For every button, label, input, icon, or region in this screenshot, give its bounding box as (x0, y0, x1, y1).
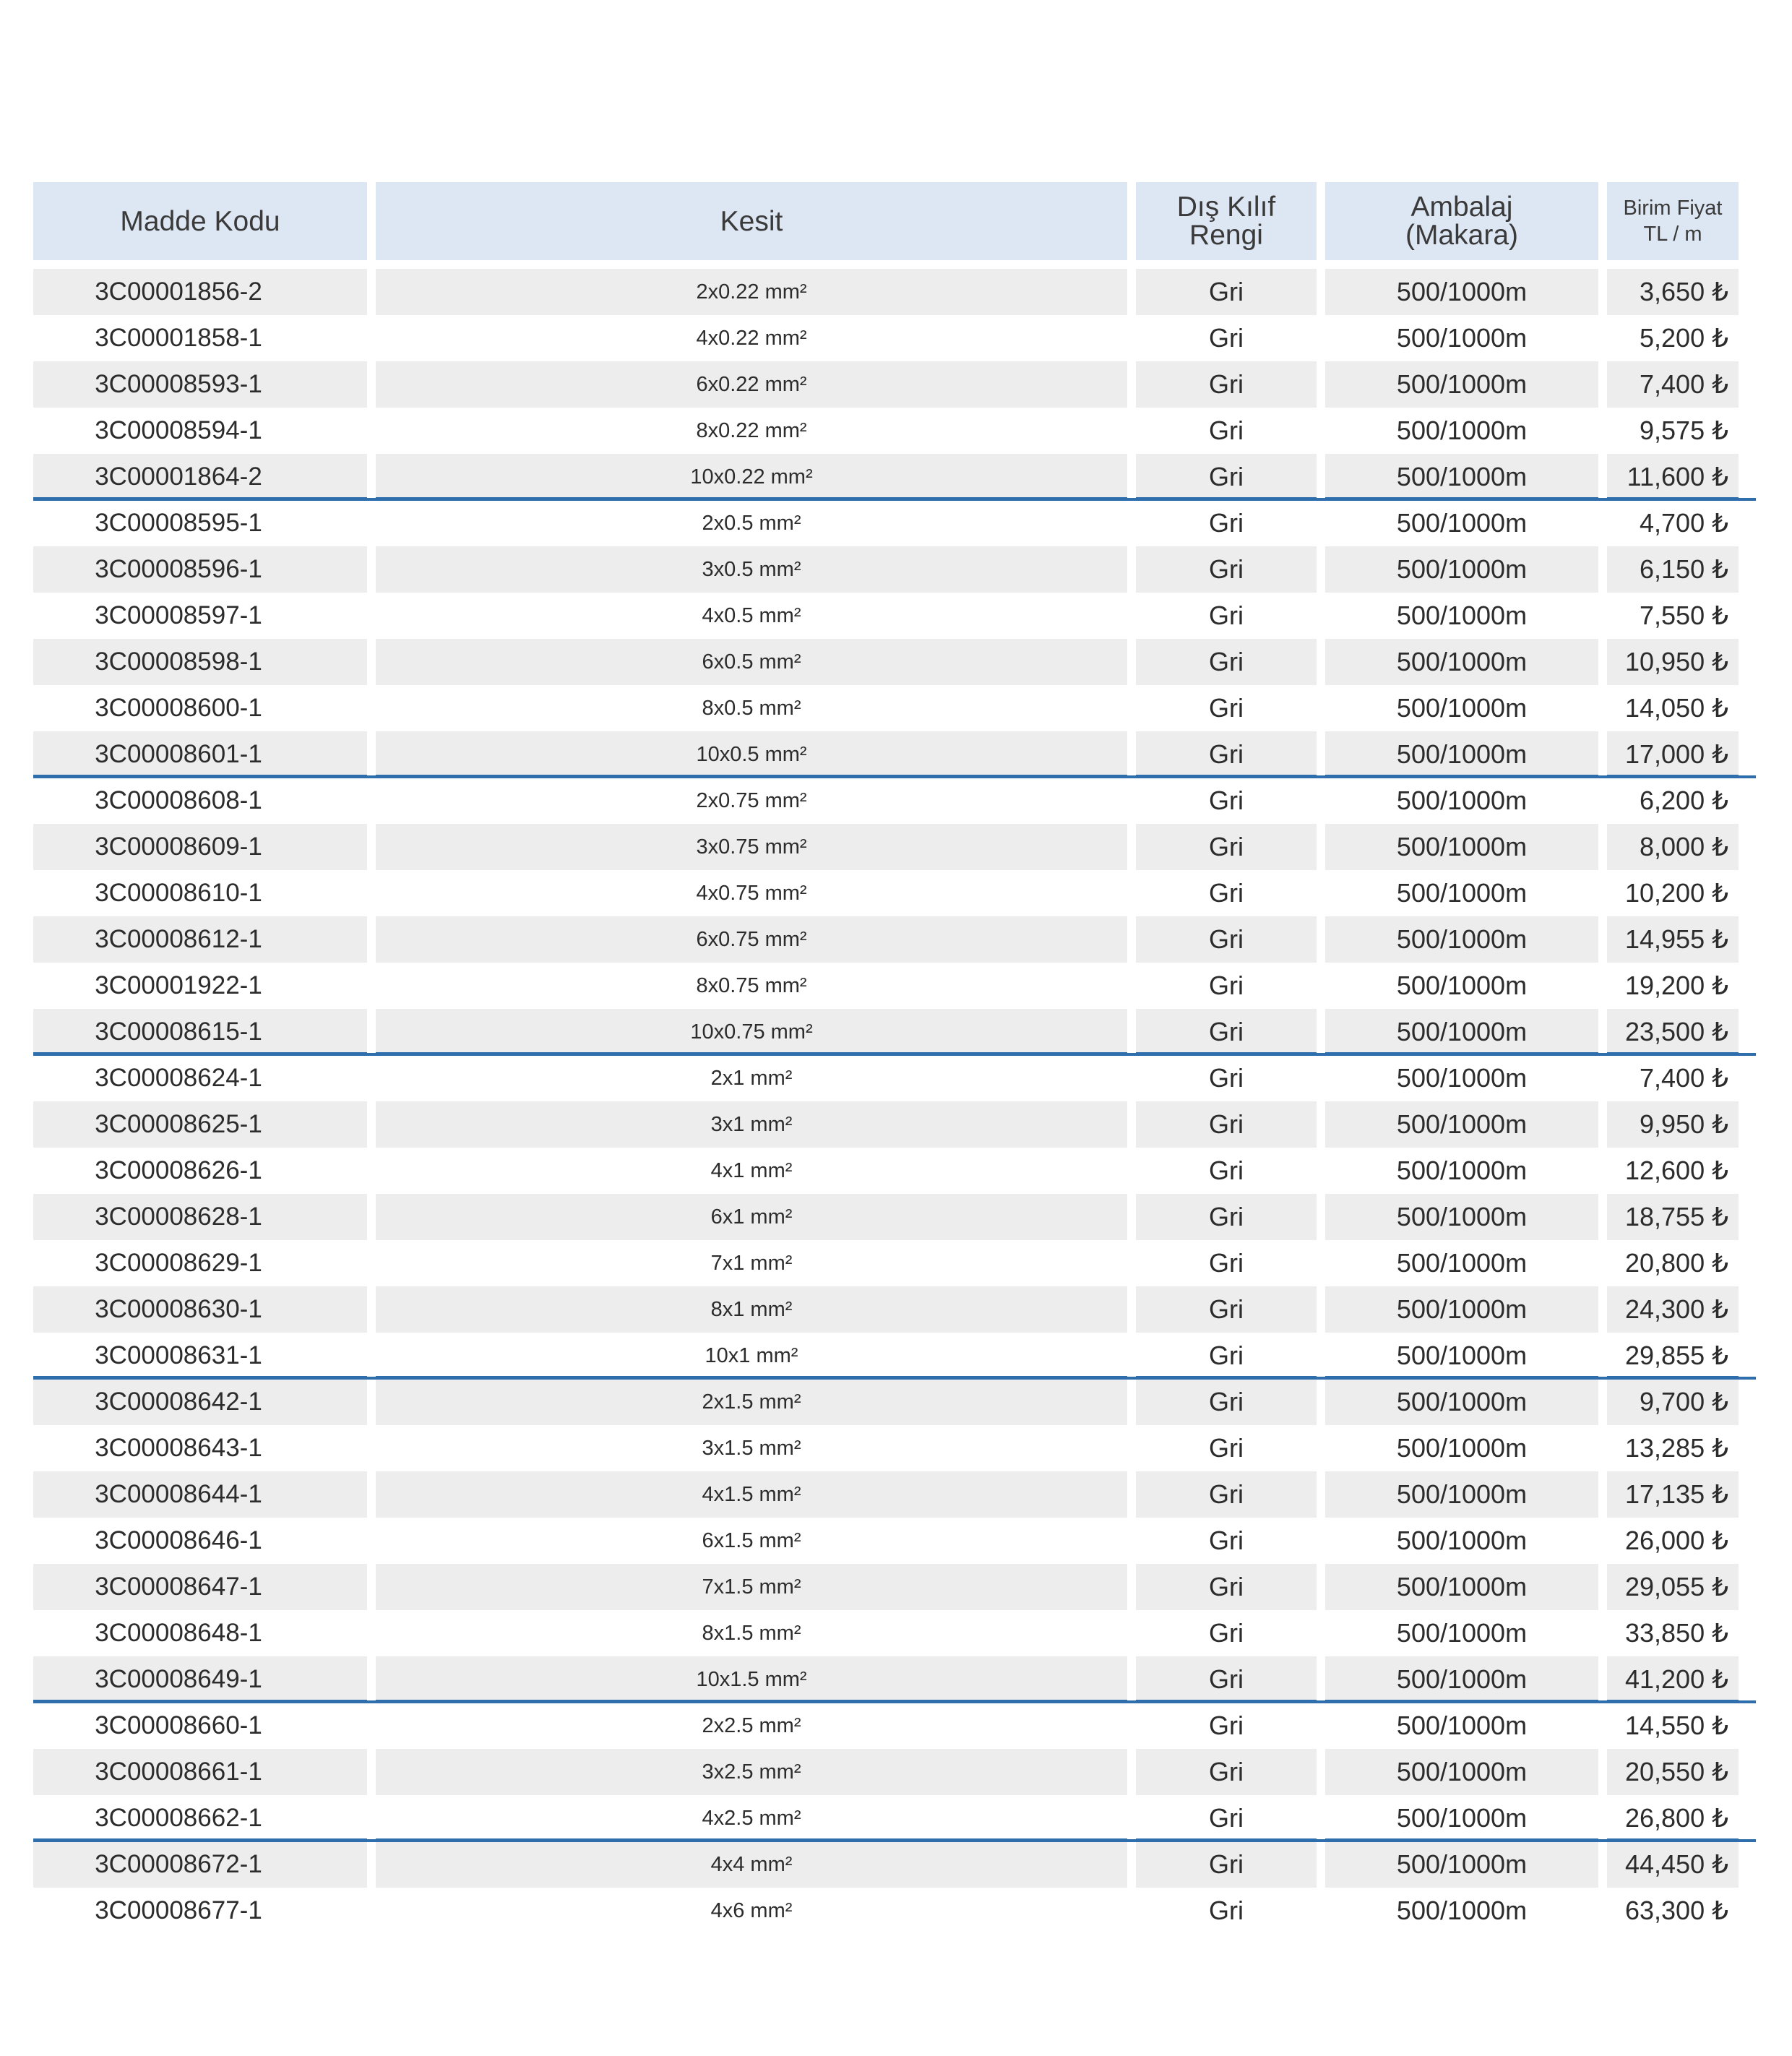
cell-kesit: 10x0.75 mm² (376, 1009, 1127, 1055)
cell-dis-kilif-rengi: Gri (1209, 1433, 1244, 1463)
cell-kesit: 3x1.5 mm² (702, 1436, 801, 1460)
cell-birim-fiyat: 8,000 ₺ (1607, 824, 1739, 870)
cell-kesit: 8x0.22 mm² (696, 418, 807, 442)
cell-madde-kodu: 3C00008608-1 (95, 786, 262, 814)
cell-birim-fiyat: 13,285 ₺ (1624, 1433, 1728, 1463)
cell-ambalaj: 500/1000m (1396, 1156, 1528, 1185)
cell-dis-kilif-rengi: Gri (1136, 639, 1317, 685)
cell-ambalaj: 500/1000m (1396, 1526, 1528, 1555)
cell-birim-fiyat: 24,300 ₺ (1607, 1286, 1739, 1333)
cell-kesit: 4x4 mm² (376, 1841, 1127, 1888)
cell-dis-kilif-rengi: Gri (1136, 1009, 1317, 1055)
cell-madde-kodu: 3C00008643-1 (95, 1434, 262, 1462)
cell-madde-kodu: 3C00008626-1 (95, 1156, 262, 1184)
table-row (33, 1148, 1739, 1194)
cell-madde-kodu: 3C00008644-1 (33, 1471, 367, 1518)
cell-ambalaj: 500/1000m (1325, 1795, 1598, 1841)
table-row (33, 639, 1739, 685)
cell-ambalaj: 500/1000m (1325, 731, 1598, 778)
table-row (33, 361, 1739, 408)
table-row (33, 1194, 1739, 1240)
cell-dis-kilif-rengi: Gri (1209, 786, 1244, 815)
cell-kesit: 6x1 mm² (376, 1194, 1127, 1240)
cell-madde-kodu: 3C00008610-1 (95, 879, 262, 907)
cell-kesit: 8x1.5 mm² (702, 1621, 801, 1645)
cell-kesit: 4x2.5 mm² (376, 1795, 1127, 1841)
cell-birim-fiyat: 10,200 ₺ (1624, 878, 1728, 908)
table-row (33, 1656, 1739, 1703)
cell-dis-kilif-rengi: Gri (1136, 824, 1317, 870)
cell-dis-kilif-rengi: Gri (1209, 1896, 1244, 1925)
cell-madde-kodu: 3C00008596-1 (33, 546, 367, 593)
group-separator (33, 1377, 1756, 1380)
cell-dis-kilif-rengi: Gri (1209, 416, 1244, 445)
cell-birim-fiyat: 14,550 ₺ (1624, 1711, 1728, 1740)
table-row (33, 1518, 1739, 1564)
cell-ambalaj: 500/1000m (1396, 323, 1528, 353)
cell-madde-kodu: 3C00001858-1 (95, 324, 262, 352)
cell-dis-kilif-rengi: Gri (1136, 916, 1317, 963)
table-row (33, 593, 1739, 639)
cell-ambalaj: 500/1000m (1325, 1333, 1598, 1379)
table-row (33, 454, 1739, 500)
cell-dis-kilif-rengi: Gri (1209, 1711, 1244, 1740)
cell-kesit: 4x0.75 mm² (696, 881, 807, 905)
cell-madde-kodu: 3C00008630-1 (33, 1286, 367, 1333)
cell-ambalaj: 500/1000m (1325, 1564, 1598, 1610)
cell-birim-fiyat: 20,550 ₺ (1607, 1749, 1739, 1795)
cell-dis-kilif-rengi: Gri (1136, 269, 1317, 315)
cell-dis-kilif-rengi: Gri (1136, 731, 1317, 778)
cell-ambalaj: 500/1000m (1396, 1063, 1528, 1093)
cell-ambalaj: 500/1000m (1325, 824, 1598, 870)
table-row (33, 731, 1739, 778)
cell-madde-kodu: 3C00008628-1 (33, 1194, 367, 1240)
cell-birim-fiyat: 7,400 ₺ (1640, 1063, 1728, 1093)
cell-ambalaj: 500/1000m (1396, 1896, 1528, 1925)
cell-birim-fiyat: 7,550 ₺ (1640, 601, 1728, 630)
table-row (33, 1055, 1739, 1101)
header-ambalaj: Ambalaj (Makara) (1325, 182, 1598, 269)
cell-madde-kodu: 3C00008648-1 (95, 1619, 262, 1647)
table-row (33, 269, 1739, 315)
cell-birim-fiyat: 4,700 ₺ (1640, 508, 1728, 538)
cell-birim-fiyat: 9,700 ₺ (1607, 1379, 1739, 1425)
table-row (33, 685, 1739, 731)
cell-madde-kodu: 3C00008642-1 (33, 1379, 367, 1425)
cell-birim-fiyat: 11,600 ₺ (1607, 454, 1739, 500)
cell-kesit: 8x0.5 mm² (702, 696, 801, 720)
table-row (33, 1703, 1739, 1749)
cell-dis-kilif-rengi: Gri (1209, 1618, 1244, 1648)
cell-madde-kodu: 3C00008661-1 (33, 1749, 367, 1795)
cell-birim-fiyat: 20,800 ₺ (1624, 1248, 1728, 1278)
cell-madde-kodu: 3C00008595-1 (95, 509, 262, 537)
table-row (33, 1101, 1739, 1148)
cell-ambalaj: 500/1000m (1325, 1194, 1598, 1240)
cell-kesit: 10x1 mm² (376, 1333, 1127, 1379)
group-separator (33, 498, 1756, 501)
cell-kesit: 7x1.5 mm² (376, 1564, 1127, 1610)
cell-dis-kilif-rengi: Gri (1136, 1656, 1317, 1703)
cell-madde-kodu: 3C00008631-1 (33, 1333, 367, 1379)
cell-dis-kilif-rengi: Gri (1209, 1156, 1244, 1185)
cell-birim-fiyat: 9,575 ₺ (1640, 416, 1728, 445)
cell-ambalaj: 500/1000m (1396, 971, 1528, 1000)
cell-madde-kodu: 3C00008593-1 (33, 361, 367, 408)
cell-ambalaj: 500/1000m (1325, 1471, 1598, 1518)
cell-birim-fiyat: 29,855 ₺ (1607, 1333, 1739, 1379)
price-table (25, 182, 1747, 1934)
cell-ambalaj: 500/1000m (1396, 1618, 1528, 1648)
cell-kesit: 10x1.5 mm² (376, 1656, 1127, 1703)
cell-ambalaj: 500/1000m (1396, 878, 1528, 908)
cell-ambalaj: 500/1000m (1396, 1433, 1528, 1463)
cell-madde-kodu: 3C00008609-1 (33, 824, 367, 870)
cell-birim-fiyat: 44,450 ₺ (1607, 1841, 1739, 1888)
table-row (33, 1749, 1739, 1795)
cell-kesit: 6x1.5 mm² (702, 1528, 801, 1552)
header-birim-fiyat: Birim Fiyat TL / m (1607, 182, 1739, 269)
cell-madde-kodu: 3C00008672-1 (33, 1841, 367, 1888)
cell-dis-kilif-rengi: Gri (1136, 1101, 1317, 1148)
cell-kesit: 4x6 mm² (710, 1898, 793, 1922)
cell-madde-kodu: 3C00008601-1 (33, 731, 367, 778)
table-row (33, 1009, 1739, 1055)
table-row (33, 1379, 1739, 1425)
cell-dis-kilif-rengi: Gri (1136, 361, 1317, 408)
cell-kesit: 3x0.75 mm² (376, 824, 1127, 870)
cell-kesit: 4x0.22 mm² (696, 326, 807, 350)
cell-ambalaj: 500/1000m (1325, 1009, 1598, 1055)
cell-dis-kilif-rengi: Gri (1209, 1526, 1244, 1555)
table-row (33, 1841, 1739, 1888)
table-row (33, 1333, 1739, 1379)
cell-dis-kilif-rengi: Gri (1136, 1795, 1317, 1841)
cell-ambalaj: 500/1000m (1396, 416, 1528, 445)
header-kesit: Kesit (376, 182, 1127, 269)
cell-dis-kilif-rengi: Gri (1136, 1841, 1317, 1888)
cell-ambalaj: 500/1000m (1325, 361, 1598, 408)
table-row (33, 1240, 1739, 1286)
group-separator (33, 775, 1756, 778)
cell-kesit: 2x0.75 mm² (696, 788, 807, 812)
cell-kesit: 4x1.5 mm² (376, 1471, 1127, 1518)
cell-kesit: 8x1 mm² (376, 1286, 1127, 1333)
cell-birim-fiyat: 6,150 ₺ (1607, 546, 1739, 593)
cell-dis-kilif-rengi: Gri (1209, 1248, 1244, 1278)
cell-birim-fiyat: 3,650 ₺ (1607, 269, 1739, 315)
cell-dis-kilif-rengi: Gri (1209, 971, 1244, 1000)
cell-birim-fiyat: 12,600 ₺ (1624, 1156, 1728, 1185)
cell-birim-fiyat: 26,000 ₺ (1624, 1526, 1728, 1555)
table-row (33, 1286, 1739, 1333)
cell-dis-kilif-rengi: Gri (1136, 1333, 1317, 1379)
table-row (33, 963, 1739, 1009)
cell-dis-kilif-rengi: Gri (1136, 1379, 1317, 1425)
cell-madde-kodu: 3C00008647-1 (33, 1564, 367, 1610)
table-row (33, 1795, 1739, 1841)
cell-birim-fiyat: 9,950 ₺ (1607, 1101, 1739, 1148)
cell-ambalaj: 500/1000m (1325, 1379, 1598, 1425)
cell-birim-fiyat: 14,955 ₺ (1607, 916, 1739, 963)
cell-birim-fiyat: 17,135 ₺ (1607, 1471, 1739, 1518)
cell-kesit: 4x0.5 mm² (702, 603, 801, 627)
cell-kesit: 6x0.75 mm² (376, 916, 1127, 963)
cell-birim-fiyat: 23,500 ₺ (1607, 1009, 1739, 1055)
cell-ambalaj: 500/1000m (1325, 546, 1598, 593)
cell-dis-kilif-rengi: Gri (1209, 508, 1244, 538)
cell-birim-fiyat: 26,800 ₺ (1607, 1795, 1739, 1841)
cell-madde-kodu: 3C00001922-1 (95, 971, 262, 999)
cell-kesit: 8x0.75 mm² (696, 973, 807, 997)
table-row (33, 1471, 1739, 1518)
cell-madde-kodu: 3C00008615-1 (33, 1009, 367, 1055)
cell-ambalaj: 500/1000m (1325, 1841, 1598, 1888)
table-row (33, 824, 1739, 870)
cell-kesit: 6x0.22 mm² (376, 361, 1127, 408)
cell-ambalaj: 500/1000m (1325, 454, 1598, 500)
cell-kesit: 2x1.5 mm² (376, 1379, 1127, 1425)
cell-kesit: 2x2.5 mm² (702, 1713, 801, 1737)
cell-madde-kodu: 3C00008625-1 (33, 1101, 367, 1148)
group-separator (33, 1053, 1756, 1056)
table-row (33, 1610, 1739, 1656)
cell-kesit: 3x0.5 mm² (376, 546, 1127, 593)
cell-dis-kilif-rengi: Gri (1209, 1063, 1244, 1093)
cell-birim-fiyat: 33,850 ₺ (1624, 1618, 1728, 1648)
cell-ambalaj: 500/1000m (1396, 1711, 1528, 1740)
cell-madde-kodu: 3C00008646-1 (95, 1526, 262, 1554)
cell-dis-kilif-rengi: Gri (1209, 601, 1244, 630)
group-separator (33, 1700, 1756, 1703)
cell-dis-kilif-rengi: Gri (1136, 1194, 1317, 1240)
cell-birim-fiyat: 14,050 ₺ (1624, 693, 1728, 723)
header-madde-kodu: Madde Kodu (33, 182, 367, 269)
cell-dis-kilif-rengi: Gri (1136, 454, 1317, 500)
cell-madde-kodu: 3C00008660-1 (95, 1711, 262, 1739)
table-row (33, 916, 1739, 963)
table-row (33, 870, 1739, 916)
table-header-row (33, 182, 1739, 269)
cell-kesit: 3x2.5 mm² (376, 1749, 1127, 1795)
cell-birim-fiyat: 10,950 ₺ (1607, 639, 1739, 685)
cell-ambalaj: 500/1000m (1396, 786, 1528, 815)
cell-ambalaj: 500/1000m (1396, 508, 1528, 538)
cell-madde-kodu: 3C00001856-2 (33, 269, 367, 315)
cell-kesit: 10x0.22 mm² (376, 454, 1127, 500)
cell-ambalaj: 500/1000m (1396, 1248, 1528, 1278)
cell-birim-fiyat: 5,200 ₺ (1640, 323, 1728, 353)
cell-dis-kilif-rengi: Gri (1209, 693, 1244, 723)
cell-birim-fiyat: 18,755 ₺ (1607, 1194, 1739, 1240)
cell-dis-kilif-rengi: Gri (1209, 323, 1244, 353)
cell-ambalaj: 500/1000m (1396, 601, 1528, 630)
cell-kesit: 6x0.5 mm² (376, 639, 1127, 685)
cell-madde-kodu: 3C00008612-1 (33, 916, 367, 963)
cell-ambalaj: 500/1000m (1325, 916, 1598, 963)
cell-dis-kilif-rengi: Gri (1136, 1471, 1317, 1518)
cell-ambalaj: 500/1000m (1325, 1749, 1598, 1795)
cell-dis-kilif-rengi: Gri (1209, 878, 1244, 908)
cell-birim-fiyat: 19,200 ₺ (1624, 971, 1728, 1000)
cell-madde-kodu: 3C00008649-1 (33, 1656, 367, 1703)
cell-birim-fiyat: 17,000 ₺ (1607, 731, 1739, 778)
cell-kesit: 2x0.22 mm² (376, 269, 1127, 315)
cell-dis-kilif-rengi: Gri (1136, 1749, 1317, 1795)
cell-ambalaj: 500/1000m (1325, 1656, 1598, 1703)
cell-dis-kilif-rengi: Gri (1136, 1286, 1317, 1333)
cell-birim-fiyat: 63,300 ₺ (1624, 1896, 1728, 1925)
cell-ambalaj: 500/1000m (1325, 269, 1598, 315)
cell-dis-kilif-rengi: Gri (1136, 546, 1317, 593)
cell-kesit: 4x1 mm² (710, 1158, 793, 1182)
cell-ambalaj: 500/1000m (1325, 1101, 1598, 1148)
cell-madde-kodu: 3C00008600-1 (95, 694, 262, 722)
cell-madde-kodu: 3C00008677-1 (95, 1896, 262, 1924)
cell-kesit: 2x0.5 mm² (702, 511, 801, 535)
group-separator (33, 1839, 1756, 1842)
table-row (33, 1564, 1739, 1610)
cell-kesit: 10x0.5 mm² (376, 731, 1127, 778)
cell-madde-kodu: 3C00008662-1 (33, 1795, 367, 1841)
table-row (33, 1425, 1739, 1471)
cell-madde-kodu: 3C00008594-1 (95, 416, 262, 444)
cell-madde-kodu: 3C00008624-1 (95, 1064, 262, 1092)
cell-ambalaj: 500/1000m (1325, 1286, 1598, 1333)
table-row (33, 1888, 1739, 1934)
cell-kesit: 3x1 mm² (376, 1101, 1127, 1148)
header-dis-kilif-rengi: Dış Kılıf Rengi (1136, 182, 1317, 269)
table-row (33, 546, 1739, 593)
cell-birim-fiyat: 7,400 ₺ (1607, 361, 1739, 408)
cell-birim-fiyat: 41,200 ₺ (1607, 1656, 1739, 1703)
cell-madde-kodu: 3C00008598-1 (33, 639, 367, 685)
cell-ambalaj: 500/1000m (1325, 639, 1598, 685)
cell-madde-kodu: 3C00008629-1 (95, 1249, 262, 1277)
cell-birim-fiyat: 29,055 ₺ (1607, 1564, 1739, 1610)
table-row (33, 408, 1739, 454)
table-row (33, 778, 1739, 824)
cell-madde-kodu: 3C00001864-2 (33, 454, 367, 500)
cell-kesit: 7x1 mm² (710, 1251, 793, 1275)
cell-birim-fiyat: 6,200 ₺ (1640, 786, 1728, 815)
table-row (33, 315, 1739, 361)
cell-dis-kilif-rengi: Gri (1136, 1564, 1317, 1610)
cell-ambalaj: 500/1000m (1396, 693, 1528, 723)
cell-madde-kodu: 3C00008597-1 (95, 601, 262, 629)
table-row (33, 500, 1739, 546)
cell-kesit: 2x1 mm² (710, 1066, 793, 1090)
